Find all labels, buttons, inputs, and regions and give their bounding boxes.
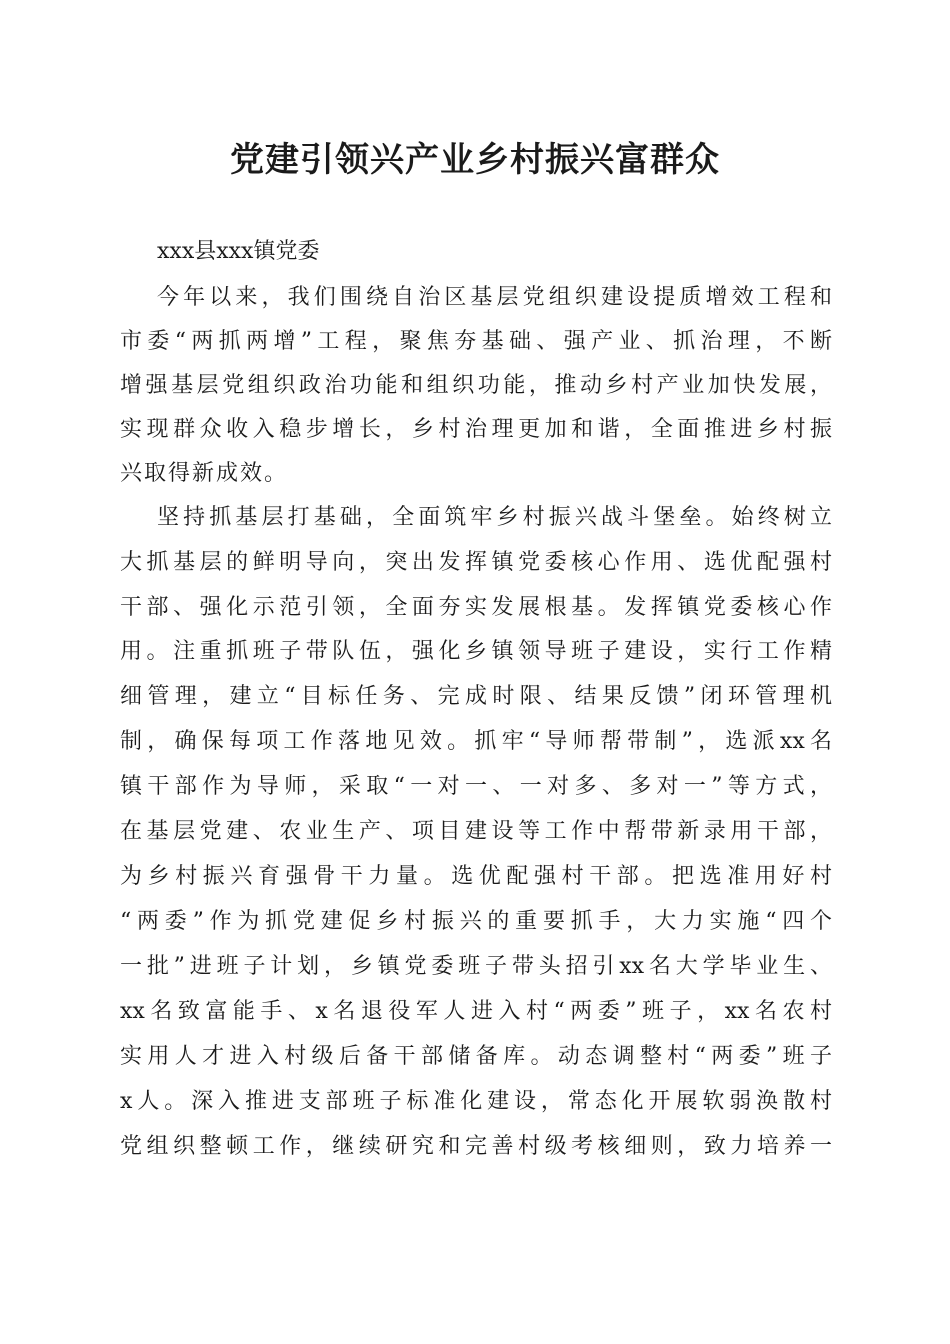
paragraph-2-line: 镇干部作为导师，采取“一对一、一对多、多对一”等方式， [120, 774, 832, 799]
document-author: xxx县xxx镇党委 [157, 239, 320, 264]
paragraph-2-line: 在基层党建、农业生产、项目建设等工作中帮带新录用干部， [120, 819, 832, 844]
paragraph-2-line: 细管理，建立“目标任务、完成时限、结果反馈”闭环管理机 [120, 684, 832, 709]
paragraph-2-line: “两委”作为抓党建促乡村振兴的重要抓手，大力实施“四个 [120, 909, 832, 934]
paragraph-2-line: 大抓基层的鲜明导向，突出发挥镇党委核心作用、选优配强村 [120, 550, 832, 575]
paragraph-2-line: x人。深入推进支部班子标准化建设，常态化开展软弱涣散村 [120, 1089, 832, 1114]
paragraph-2-line: 为乡村振兴育强骨干力量。选优配强村干部。把选准用好村 [120, 864, 832, 889]
paragraph-2-line: 坚持抓基层打基础，全面筑牢乡村振兴战斗堡垒。始终树立 [157, 505, 832, 530]
paragraph-1-line: 市委“两抓两增”工程，聚焦夯基础、强产业、抓治理，不断 [120, 329, 832, 354]
paragraph-2-line: xx名致富能手、x名退役军人进入村“两委”班子，xx名农村 [120, 999, 832, 1024]
paragraph-1-line: 实现群众收入稳步增长，乡村治理更加和谐，全面推进乡村振 [120, 417, 832, 442]
paragraph-2-line: 用。注重抓班子带队伍，强化乡镇领导班子建设，实行工作精 [120, 639, 832, 664]
paragraph-2-line: 实用人才进入村级后备干部储备库。动态调整村“两委”班子 [120, 1044, 832, 1069]
paragraph-2-line: 一批”进班子计划，乡镇党委班子带头招引xx名大学毕业生、 [120, 954, 832, 979]
document-title: 党建引领兴产业乡村振兴富群众 [230, 140, 720, 180]
paragraph-1-line: 增强基层党组织政治功能和组织功能，推动乡村产业加快发展， [120, 373, 832, 398]
paragraph-1-line: 今年以来，我们围绕自治区基层党组织建设提质增效工程和 [157, 285, 832, 310]
paragraph-2-line: 党组织整顿工作，继续研究和完善村级考核细则，致力培养一 [120, 1134, 832, 1159]
paragraph-1-line: 兴取得新成效。 [120, 461, 289, 486]
paragraph-2-line: 干部、强化示范引领，全面夯实发展根基。发挥镇党委核心作 [120, 595, 832, 620]
paragraph-2-line: 制，确保每项工作落地见效。抓牢“导师帮带制”，选派xx名 [120, 729, 832, 754]
